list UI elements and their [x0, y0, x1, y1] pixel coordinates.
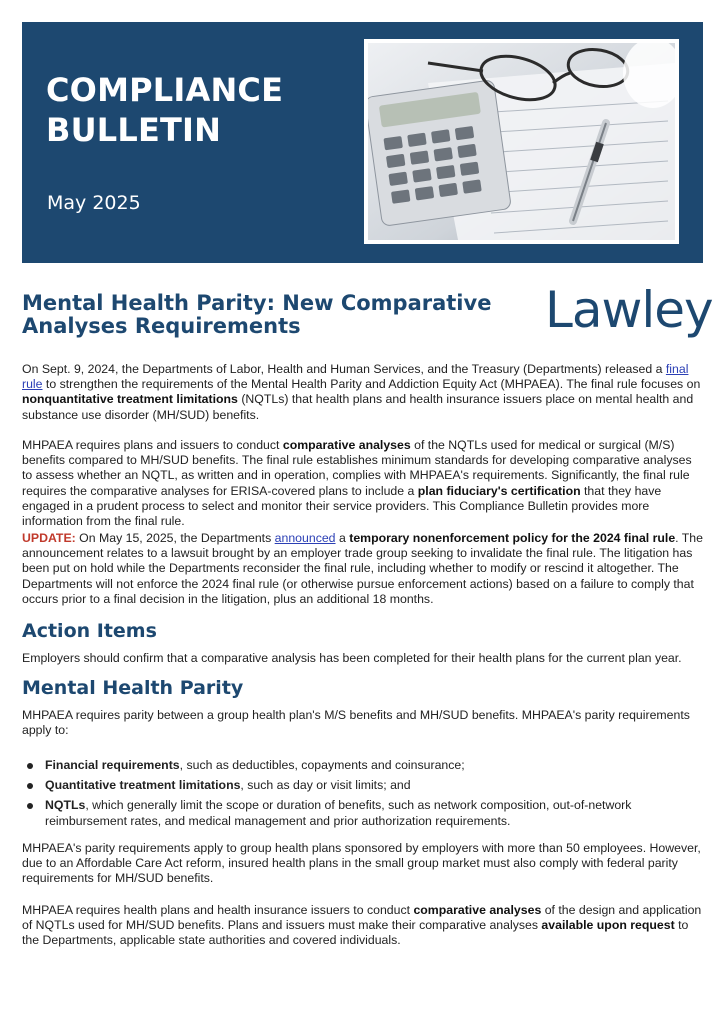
calculator-photo [368, 43, 675, 240]
list-item: NQTLs, which generally limit the scope or duration of benefits, such as network composition, out-of-network reimbursement rates, and medical management and prior authorization requirements. [22, 798, 704, 828]
bulletin-title [46, 70, 283, 150]
parity-paragraph-3: MHPAEA requires health plans and health insurance issuers to conduct comparative analyses of the design and application of NQTLs used for MH/SUD benefits. Plans and issuers must make their comparative analyses available upon request to the Departments, applicable state authorities and covered individuals. [22, 903, 702, 948]
parity-intro: MHPAEA requires parity between a group health plan's M/S benefits and MH/SUD benefits. MHPAEA's parity requirements apply to: [22, 708, 690, 738]
lawley-logo: Lawley [545, 281, 713, 339]
parity-paragraph-2: MHPAEA's parity requirements apply to group health plans sponsored by employers with more than 50 employees. However, due to an Affordable Care Act reform, insured health plans in the small group market must also comply with federal parity requirements for MH/SUD benefits. [22, 841, 701, 886]
list-item: Financial requirements, such as deductibles, copayments and coinsurance; [22, 758, 704, 773]
bulletin-date: May 2025 [47, 192, 141, 214]
update-paragraph: UPDATE: On May 15, 2025, the Departments announced a temporary nonenforcement policy for the 2024 final rule. The announcement relates to a lawsuit brought by an employer trade group seeking to invalidate the final rule. The litigation has been put on hold while the Departments reconsider the final rule, including whether to modify or rescind it altogether. The Departments will not enforce the 2024 final rule (or otherwise pursue enforcement actions) based on a failure to comply that occurs prior to a final decision in the litigation, plus an additional 18 months. [22, 531, 703, 606]
header-banner [22, 22, 703, 263]
announced-link[interactable]: announced [274, 531, 336, 545]
article-headline: Mental Health Parity: New Comparative Analyses Requirements [22, 291, 492, 338]
intro-paragraph-1: On Sept. 9, 2024, the Departments of Labor, Health and Human Services, and the Treasury (Departments) released a final rule to strengthen the requirements of the Mental Health Parity and Addiction Equity Act (MHPAEA). The final rule focuses on nonquantitative treatment limitations (NQTLs) that health plans and health insurance issuers place on mental health and substance use disorder (MH/SUD) benefits. [22, 362, 701, 422]
parity-requirements-list [22, 758, 704, 834]
header-photo-frame [364, 39, 679, 244]
final-rule-link[interactable]: final rule [22, 362, 689, 392]
update-label: UPDATE: [22, 531, 76, 545]
mental-health-parity-heading: Mental Health Parity [22, 677, 244, 699]
calculator-icon [368, 80, 511, 227]
action-items-text: Employers should confirm that a comparative analysis has been completed for their health plans for the current plan year. [22, 651, 682, 665]
intro-paragraph-2: MHPAEA requires plans and issuers to conduct comparative analyses of the NQTLs used for medical or surgical (M/S) benefits compared to MH/SUD benefits. The final rule establishes minimum standards for developing comparative analyses to assess whether an NQTL, as written and in operation, complies with MHPAEA's requirements. Significantly, the final rule requires the comparative analyses for ERISA-covered plans to include a plan fiduciary's certification that they have engaged in a prudent process to select and monitor their service providers. This Compliance Bulletin provides more information from the final rule. [22, 438, 692, 529]
bulletin-title-line1: COMPLIANCE [46, 71, 284, 109]
bulletin-title-line2: BULLETIN [46, 111, 222, 149]
action-items-heading: Action Items [22, 620, 157, 642]
list-item: Quantitative treatment limitations, such as day or visit limits; and [22, 778, 704, 793]
calculator-photo-illustration [368, 43, 675, 240]
